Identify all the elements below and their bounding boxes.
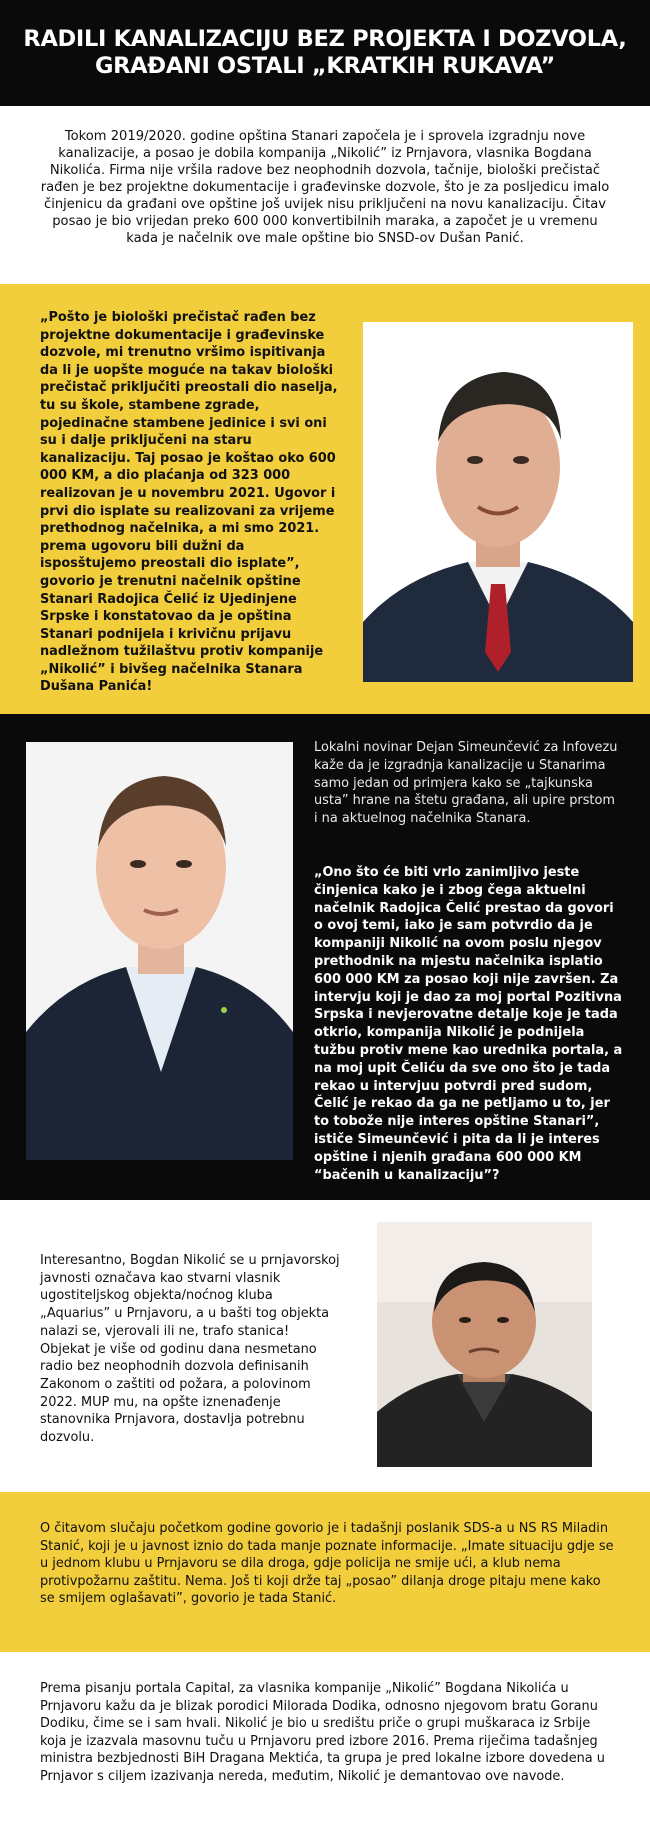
capital-section <box>0 1652 650 1830</box>
journalist-portrait-illustration <box>26 742 293 1160</box>
mayor-quote-section <box>0 284 650 714</box>
intro-paragraph: Tokom 2019/2020. godine opština Stanari započela je i sprovela izgradnju nove kanalizacije, a posao je dobila kompanija „Nikolić” iz Prnjavora, vlasnika Bogdana Nikolića. Firma nije vršila radove bez neophodnih dozvola, tačnije, biološki prečistač rađen je bez projektne dokumentacije i građevinske dozvole, što je za posljedicu imalo činjenicu da građani ove opštine još uvijek nisu priključeni na novu kanalizaciju. Čitav posao je bio vrijedan preko 600 000 konvertibilnih maraka, a započet je u vremenu kada je načelnik ove male opštine bio SNSD-ov Dušan Panić. <box>40 129 610 246</box>
mayor-quote-paragraph: „Pošto je biološki prečistač rađen bez projektne dokumentacije i građevinske dozvole, mi trenutno vršimo ispitivanja da li je uopšte moguće na takav biološki prečistač priključiti preostali dio naselja, tu su škole, stambene zgrade, pojedinačne stambene jedinice i svi oni su i dalje priključeni na staru kanalizaciju. Taj posao je koštao oko 600 000 KM, a dio plaćanja od 323 000 realizovan je u novembru 2021. Ugovor i prvi dio isplate su realizovani za vrijeme prethodnog načelnika, a mi smo 2021. prema ugovoru bili dužni da isposštujemo preostali dio isplate”, govorio je trenutni načelnik opštine Stanari Radojica Čelić iz Ujedinjene Srpske i konstatovao da je opština Stanari podnijela i krivičnu prijavu nadležnom tužilaštvu protiv kompanije „Nikolić” i bivšeg načelnika Stanara Dušana Panića! <box>40 310 338 695</box>
nikolic-portrait-illustration <box>377 1222 592 1467</box>
headline-line-2: GRAĐANI OSTALI „KRATKIH RUKAVA” <box>94 53 556 79</box>
headline-line-1: RADILI KANALIZACIJU BEZ PROJEKTA I DOZVOLA, <box>23 26 627 52</box>
nikolic-section <box>0 1200 650 1492</box>
intro-section <box>0 106 650 284</box>
journalist-photo <box>26 742 293 1160</box>
journalist-intro-paragraph: Lokalni novinar Dejan Simeunčević za Infovezu kaže da je izgradnja kanalizacije u Stanarima samo jedan od primjera kako se „tajkunska usta” hrane na štetu građana, ali upire prstom i na aktuelnog načelnika Stanara. <box>314 740 618 827</box>
headline-banner <box>0 0 650 106</box>
journalist-section <box>0 714 650 1200</box>
nikolic-paragraph: Interesantno, Bogdan Nikolić se u prnjavorskoj javnosti označava kao stvarni vlasnik ugostiteljskog objekta/noćnog kluba „Aquarius” u Prnjavoru, a u bašti tog objekta nalazi se, vjerovali ili ne, trafo stanica! Objekat je više od godinu dana nesmetano radio bez neophodnih dozvola definisanih Zakonom o zaštiti od požara, a polovinom 2022. MUP mu, na opšte iznenađenje stanovnika Prnjavora, dostavlja potrebnu dozvolu. <box>40 1253 340 1446</box>
headline <box>23 26 626 80</box>
mayor-photo <box>363 322 633 682</box>
mayor-portrait-illustration <box>363 322 633 682</box>
nikolic-photo <box>377 1222 592 1467</box>
stanic-paragraph: O čitavom slučaju početkom godine govorio je i tadašnji poslanik SDS-a u NS RS Miladin Stanić, koji je u javnost iznio do tada manje poznate informacije. „Imate situaciju gdje se u jednom klubu u Prnjavoru se dila droga, gdje policija ne smije ući, a klub nema protivpožarnu zaštitu. Nema. Još ti koji drže taj „posao” dilanja droge pitaju mene kako se smijem oglašavati”, govorio je tada Stanić. <box>40 1521 614 1607</box>
stanic-section <box>0 1492 650 1652</box>
capital-paragraph: Prema pisanju portala Capital, za vlasnika kompanije „Nikolić” Bogdana Nikolića u Prnjavoru kažu da je blizak porodici Milorada Dodika, odnosno njegovom bratu Goranu Dodiku, čime se i sam hvali. Nikolić je bio u središtu priče o grupi muškaraca iz Srbije koja je izazvala masovnu tuču u Prnjavoru pred izbore 2016. Prema riječima tadašnjeg ministra bezbjednosti BiH Dragana Mektića, ta grupa je pred lokalne izbore dovedena u Prnjavor s ciljem izazivanja nereda, međutim, Nikolić je demantovao ove navode. <box>40 1681 605 1784</box>
journalist-quote-paragraph: „Ono što će biti vrlo zanimljivo jeste činjenica kako je i zbog čega aktuelni načelnik Radojica Čelić prestao da govori o ovoj temi, iako je sam potvrdio da je kompaniji Nikolić na ovom poslu njegov prethodnik na mjestu načelnika isplatio 600 000 KM za posao koji nije završen. Za intervju koji je dao za moj portal Pozitivna Srpska i nevjerovatne detalje koje je tada otkrio, kompanija Nikolić je podnijela tužbu protiv mene kao urednika portala, a na moj upit Čeliću da sve ono što je tada rekao u intervjuu potvrdi pred sudom, Čelić je rekao da ga ne petljamo u to, jer to tobože nije interes opštine Stanari”, ističe Simeunčević i pita da li je interes opštine i njenih građana 600 000 KM “bačenih u kanalizaciju”? <box>314 865 623 1183</box>
